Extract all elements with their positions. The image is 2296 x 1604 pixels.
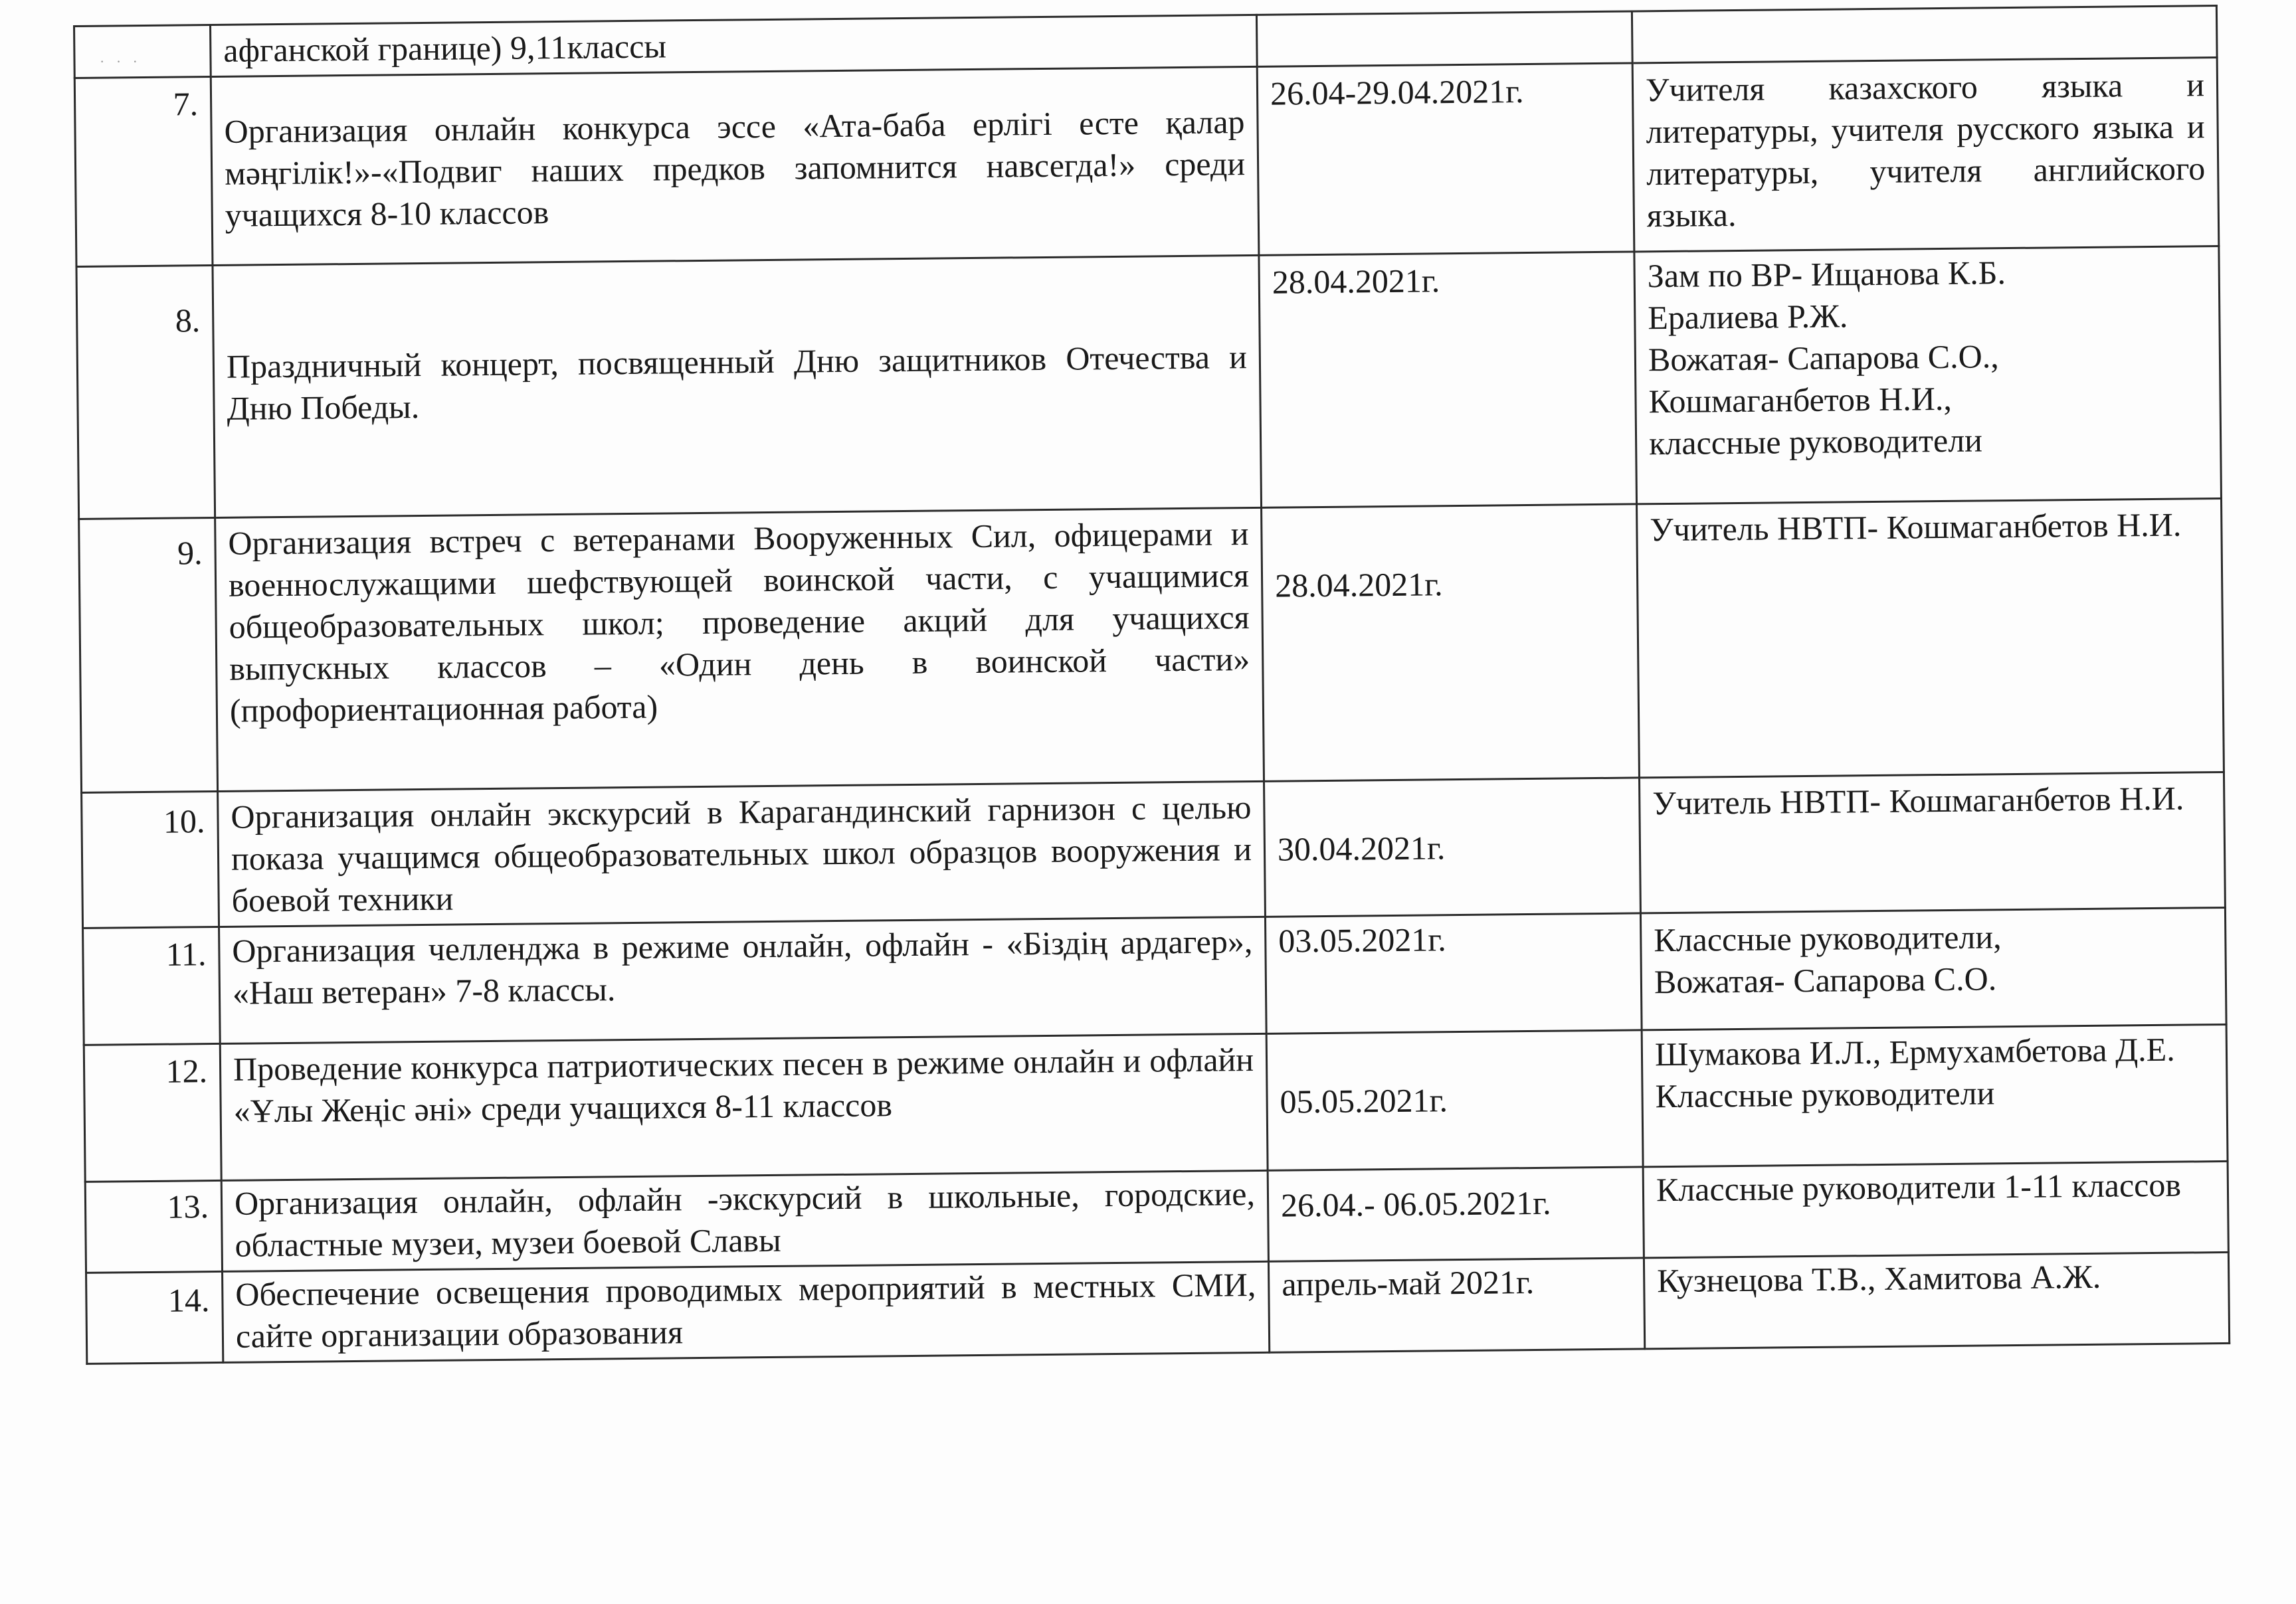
row-number: 13. xyxy=(85,1180,222,1273)
row-number: 7. xyxy=(74,77,213,267)
row-number: 9. xyxy=(79,517,218,792)
event-responsible xyxy=(1642,1024,2228,1166)
responsible-line: Шумакова И.Л., Ермухамбетова Д.Е. xyxy=(1654,1030,2175,1073)
row-number: 12. xyxy=(84,1043,221,1182)
table-row xyxy=(83,907,2227,1045)
event-responsible: Учитель НВТП- Кошмаганбетов Н.И. xyxy=(1637,498,2224,777)
event-responsible xyxy=(1632,6,2217,63)
table-row xyxy=(84,1024,2228,1182)
event-date: 26.04-29.04.2021г. xyxy=(1257,63,1634,255)
scan-marks: · · · xyxy=(100,53,142,70)
event-date: 05.05.2021г. xyxy=(1266,1030,1643,1170)
event-responsible: Учителя казахского языка и литературы, учителя русского языка и литературы, учителя английского языка. xyxy=(1632,58,2219,252)
event-responsible xyxy=(1640,907,2226,1029)
event-description: Проведение конкурса патриотических песен в режиме онлайн и офлайн «Ұлы Жеңіс әні» среди учащихся 8-11 классов xyxy=(220,1033,1268,1180)
event-description: Праздничный концерт, посвященный Дню защитников Отечества и Дню Победы. xyxy=(213,255,1262,517)
responsible-line: Классные руководители, xyxy=(1654,918,2002,959)
events-plan-table xyxy=(73,5,2230,1365)
event-responsible: Кузнецова Т.В., Хамитова А.Ж. xyxy=(1644,1252,2229,1348)
responsible-line: Вожатая- Сапарова С.О., xyxy=(1648,337,1999,379)
table-row xyxy=(79,498,2224,792)
event-date: 26.04.- 06.05.2021г. xyxy=(1268,1167,1644,1261)
event-description: Организация челленджа в режиме онлайн, офлайн - «Біздің ардагер», «Наш ветеран» 7-8 классы. xyxy=(219,917,1267,1043)
event-description: Организация онлайн экскурсий в Карагандинский гарнизон с целью показа учащимся общеобразовательных школ образцов вооружения и боевой техники xyxy=(218,781,1266,927)
row-number: 10. xyxy=(82,791,219,928)
event-responsible: Учитель НВТП- Кошмаганбетов Н.И. xyxy=(1639,772,2225,913)
table-row xyxy=(74,58,2219,267)
responsible-line: Кошмаганбетов Н.И., xyxy=(1648,379,1953,420)
table-row xyxy=(76,246,2221,519)
event-responsible xyxy=(1634,246,2222,504)
responsible-line: Ералиева Р.Ж. xyxy=(1648,297,1848,337)
event-date: 28.04.2021г. xyxy=(1259,252,1637,507)
event-date: апрель-май 2021г. xyxy=(1268,1258,1644,1352)
event-date: 28.04.2021г. xyxy=(1262,504,1640,781)
event-description: Организация онлайн конкурса эссе «Ата-баба ерлігі есте қалар мәңгілік!»-«Подвиг наших предков запомнится навсегда!» среди учащихся 8-10 классов xyxy=(211,66,1259,265)
table-row xyxy=(82,772,2226,928)
responsible-line: Зам по ВР- Ищанова К.Б. xyxy=(1647,254,2006,295)
row-number: 8. xyxy=(76,266,215,519)
event-date xyxy=(1256,11,1632,66)
event-description: Организация онлайн, офлайн -экскурсий в школьные, городские, областные музеи, музеи боевой Славы xyxy=(221,1170,1268,1271)
event-date: 03.05.2021г. xyxy=(1265,913,1642,1033)
event-date: 30.04.2021г. xyxy=(1264,778,1641,917)
event-description: Обеспечение освещения проводимых мероприятий в местных СМИ, сайте организации образования xyxy=(223,1261,1270,1362)
row-number xyxy=(74,25,211,78)
row-number: 11. xyxy=(83,927,221,1045)
event-description: Организация встреч с ветеранами Вооруженных Сил, офицерами и военнослужащими шефствующей воинской части, с учащимися общеобразовательных школ; проведение акций для учащихся выпускных классов – «Один день в воинской части» (профориентационная работа) xyxy=(215,507,1264,791)
responsible-line: Вожатая- Сапарова С.О. xyxy=(1654,960,1997,1001)
responsible-line: Классные руководители xyxy=(1655,1074,1995,1115)
event-description: афганской границе) 9,11классы xyxy=(211,15,1258,76)
row-number: 14. xyxy=(86,1271,223,1364)
responsible-line: классные руководители xyxy=(1648,421,1983,462)
event-responsible: Классные руководители 1-11 классов xyxy=(1643,1161,2228,1257)
